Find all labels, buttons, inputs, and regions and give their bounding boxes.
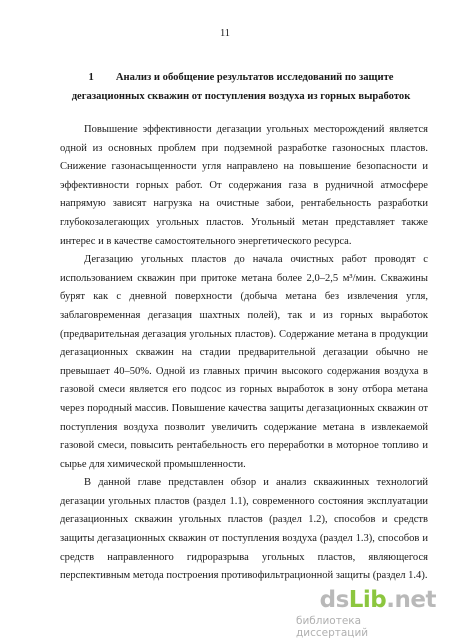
paragraph-3: В данной главе представлен обзор и анализ скважинных технологий дегазации угольных пластов (раздел 1.1), современного состояния эксплуатации дегазационных скважин угольных пластов (раздел 1.2), способов и средств защиты дегазационных скважин от поступления воздуха (раздел 1.3), способов и средств направленного гидроразрыва угольных пластов, являющегося перспективным метода построения противофильтрационной защиты (раздел 1.4). (60, 477, 428, 582)
dslib-watermark (296, 587, 436, 639)
paragraph-1: Повышение эффективности дегазации угольных месторождений является одной из основных проблем при подземной разработке газоносных пластов. Снижение газонасыщенности угля направлено на повышение безопасности и эффективности горных работ. От содержания газа в рудничной атмосфере напрямую зависят нагрузка на очистные забои, рентабельность разработки глубокозалегающих угольных пластов. Угольный метан представляет также интерес и в качестве самостоятельного энергетического ресурса. (60, 124, 428, 247)
page-number: 11 (219, 28, 231, 39)
heading-line-1 (60, 68, 422, 87)
body-text (60, 121, 428, 586)
heading-line-2: дегазационных скважин от поступления воздуха из горных выработок (71, 91, 411, 102)
heading-line-1-text: Анализ и обобщение результатов исследований по защите (115, 72, 394, 83)
paragraph-2: Дегазацию угольных пластов до начала очистных работ проводят с использованием скважин при притоке метана более 2,0–2,5 м³/мин. Скважины бурят как с дневной поверхности (добыча метана без извлечения угля, заблаговременная дегазация шахтных полей), так и из горных выработок (предварительная дегазация угольных пластов). Содержание метана в продукции дегазационных скважин на стадии предварительной дегазации обычно не превышает 40–50%. Одной из главных причин высокого содержания воздуха в газовой смеси является его подсос из горных выработок в зону отбора метана через породный массив. Повышение качества защиты дегазационных скважин от поступления воздуха позволит увеличить содержание метана в извлекаемой газовой смеси, повысить рентабельность его переработки в моторное топливо и сырье для химической промышленности. (60, 254, 428, 470)
chapter-heading (60, 68, 422, 106)
watermark-logo: dsLib.net (319, 587, 436, 613)
chapter-number: 1 (88, 72, 94, 83)
watermark-subtitle: библиотека диссертаций (296, 615, 369, 639)
